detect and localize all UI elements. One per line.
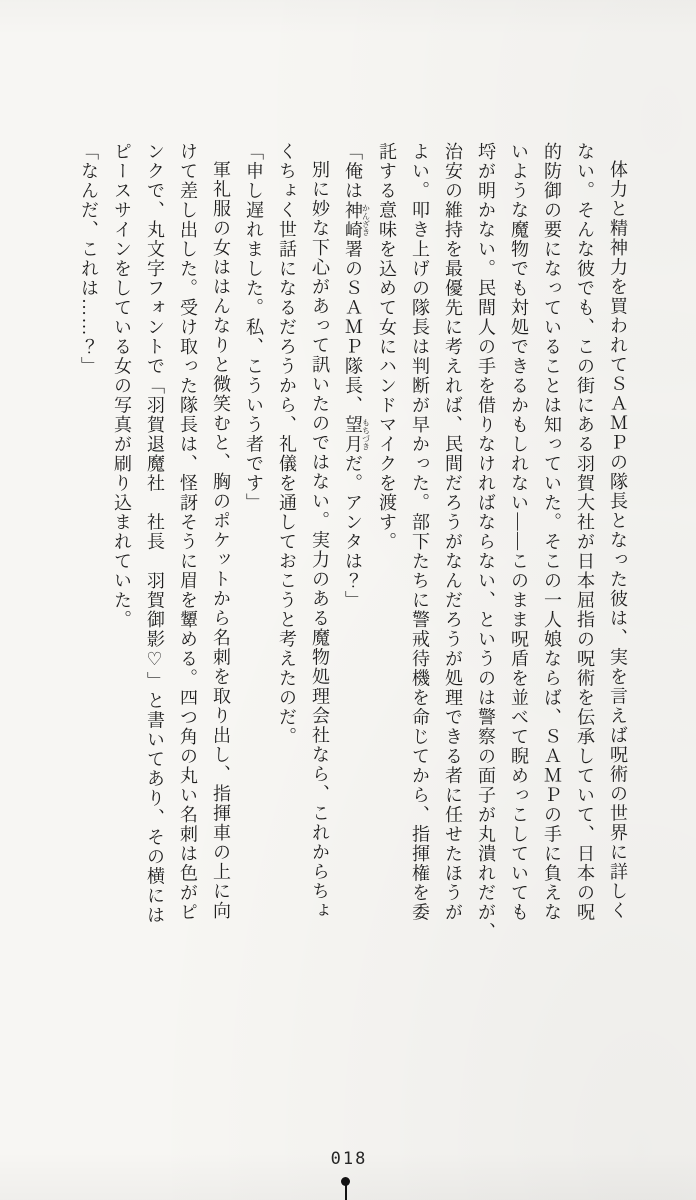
text-column: よい。叩き上げの隊長は判断が早かった。部下たちに警戒待機を命じてから、指揮権を委: [410, 142, 430, 922]
ornament-dot-icon: [341, 1177, 350, 1186]
text-column: 託する意味を込めて女にハンドマイクを渡す。: [377, 142, 397, 552]
text-column: 埒が明かない。民間人の手を借りなければならない、というのは警察の面子が丸潰れだが、: [476, 142, 496, 942]
text-column: 軍礼服の女ははんなりと微笑むと、胸のポケットから名刺を取り出し、指揮車の上に向: [211, 160, 231, 921]
text-column: 別に妙な下心があって訊いたのではない。実力のある魔物処理会社なら、これからちょ: [310, 160, 330, 921]
text-column: いような魔物でも対処できるかもしれない――このまま呪盾を並べて睨めっこしていても: [509, 142, 529, 922]
page-number: 018: [330, 1149, 368, 1169]
furigana-ruby: 望月もちづき: [343, 415, 371, 454]
text-column: 的防御の要になっていることは知っていた。そこの一人娘ならば、ＳＡＭＰの手に負えな: [542, 142, 562, 922]
text-column: ンクで、丸文字フォントで「羽賀退魔社 社長 羽賀御影♡」と書いてあり、その横には: [145, 142, 165, 925]
text-column: ない。そんな彼でも、この街にある羽賀大社が日本屈指の呪術を伝承していて、日本の呪: [575, 142, 595, 922]
text-column: 治安の維持を最優先に考えれば、民間だろうがなんだろうが処理できる者に任せたほうが: [443, 142, 463, 922]
text-column: ピースサインをしている女の写真が刷り込まれていた。: [112, 142, 132, 630]
text-column: 「なんだ、これは……？」: [79, 142, 99, 376]
text-column: 「俺は神崎かんざき署のＳＡＭＰ隊長、望月もちづきだ。アンタは？」: [343, 142, 371, 610]
text-column: 「申し遅れました。私、こういう者です」: [244, 142, 264, 513]
furigana-ruby: 神崎かんざき: [343, 200, 371, 240]
text-column: くちょく世話になるだろうから、礼儀を通しておこうと考えたのだ。: [277, 142, 297, 747]
text-column: 体力と精神力を買われてＳＡＭＰの隊長となった彼は、実を言えば呪術の世界に詳しく: [608, 160, 628, 921]
text-column: けて差し出した。受け取った隊長は、怪訝そうに眉を顰める。四つ角の丸い名刺は色がピ: [178, 142, 198, 922]
ornament-stem-icon: [345, 1184, 347, 1200]
text-columns: [72, 142, 634, 967]
